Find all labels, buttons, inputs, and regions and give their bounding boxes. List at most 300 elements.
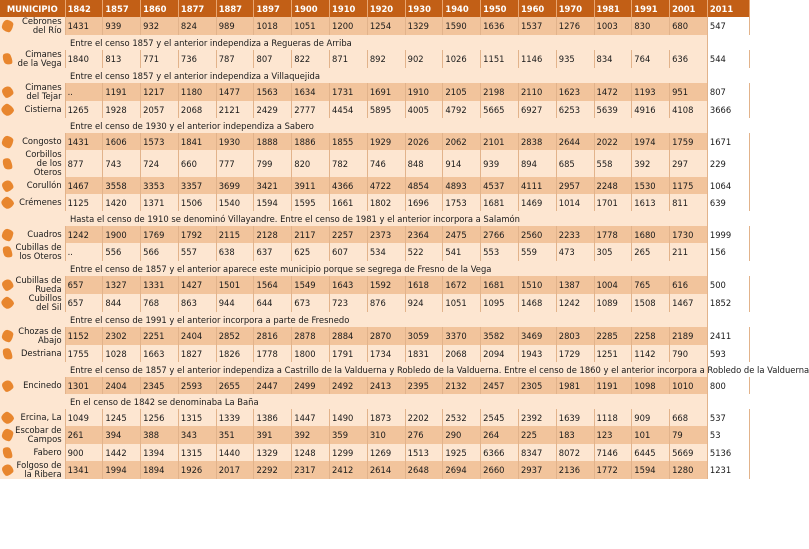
population-value: 1447 (292, 409, 330, 426)
population-value: 2457 (481, 377, 519, 394)
population-value: 2292 (254, 461, 292, 479)
population-value: 822 (292, 50, 330, 68)
population-value: 211 (670, 243, 708, 261)
table-row (0, 345, 750, 362)
population-value: 1910 (405, 83, 443, 101)
municipality-name: Cistierna (24, 104, 62, 114)
municipality-cell (0, 377, 65, 394)
population-value: 1618 (405, 276, 443, 294)
population-value: 2593 (178, 377, 216, 394)
population-value: 1873 (367, 409, 405, 426)
population-value: 2838 (518, 133, 556, 150)
population-value: 1018 (254, 17, 292, 35)
population-value: 2884 (330, 327, 368, 345)
population-value: 1852 (707, 294, 749, 312)
population-value: 1681 (481, 194, 519, 211)
municipality-cell (0, 50, 65, 68)
note-spacer (707, 312, 749, 327)
population-value: 2614 (367, 461, 405, 479)
population-value: 8072 (556, 444, 594, 461)
population-value: 1827 (178, 345, 216, 362)
population-value: 800 (707, 377, 749, 394)
population-value: 1691 (367, 83, 405, 101)
population-value: 559 (518, 243, 556, 261)
population-value: 2017 (216, 461, 254, 479)
population-value: 644 (254, 294, 292, 312)
header-year: 2011 (707, 0, 749, 17)
population-value: 1826 (216, 345, 254, 362)
municipality-name: Cimanes de la Vega (17, 49, 62, 68)
note-row (0, 362, 750, 377)
table-row (0, 150, 750, 177)
population-value: 2373 (367, 226, 405, 243)
population-value: 902 (405, 50, 443, 68)
population-value: 544 (707, 50, 749, 68)
population-value: 944 (216, 294, 254, 312)
population-value: 1888 (254, 133, 292, 150)
table-row (0, 426, 750, 444)
population-value: 723 (330, 294, 368, 312)
population-value: 830 (632, 17, 670, 35)
population-value: 638 (216, 243, 254, 261)
population-value: 3666 (707, 101, 749, 118)
population-value: 2128 (254, 226, 292, 243)
population-value: 811 (670, 194, 708, 211)
population-value: 2694 (443, 461, 481, 479)
population-value: 2475 (443, 226, 481, 243)
population-value: 807 (254, 50, 292, 68)
note-row (0, 261, 750, 276)
population-value: 807 (707, 83, 749, 101)
population-value: 2412 (330, 461, 368, 479)
population-value: 1420 (103, 194, 141, 211)
note-row (0, 35, 750, 50)
municipality-name: Crémenes (19, 197, 62, 207)
municipality-map-icon (0, 378, 15, 393)
municipality-name: Corbillos de los Oteros (25, 149, 62, 177)
table-row (0, 327, 750, 345)
municipality-name: Cimanes del Tejar (25, 82, 62, 101)
note-text: En el censo de 1842 se denominaba La Baña (0, 394, 707, 409)
population-value: 1329 (405, 17, 443, 35)
population-value: 593 (707, 345, 749, 362)
population-value: 639 (707, 194, 749, 211)
municipality-map-icon (1, 135, 14, 149)
population-value: 534 (367, 243, 405, 261)
note-row (0, 68, 750, 83)
population-value: 4916 (632, 101, 670, 118)
population-value: 1672 (443, 276, 481, 294)
population-value: 736 (178, 50, 216, 68)
municipality-map-icon (1, 346, 14, 361)
municipality-map-icon (0, 178, 15, 193)
population-value: 2198 (481, 83, 519, 101)
population-value: 607 (330, 243, 368, 261)
population-value: 771 (141, 50, 179, 68)
population-value: 1681 (481, 276, 519, 294)
population-value: 522 (405, 243, 443, 261)
header-year: 1887 (216, 0, 254, 17)
population-value: 1245 (103, 409, 141, 426)
population-value: 1276 (556, 17, 594, 35)
population-value: 1010 (670, 377, 708, 394)
population-value: 892 (367, 50, 405, 68)
municipality-name: Ercina, La (20, 412, 62, 422)
population-value: 1386 (254, 409, 292, 426)
population-value: 746 (367, 150, 405, 177)
municipality-name: Encinedo (23, 380, 62, 390)
population-value: 2317 (292, 461, 330, 479)
table-row (0, 377, 750, 394)
municipality-map-icon (0, 462, 15, 477)
population-value: 53 (707, 426, 749, 444)
municipality-cell (0, 409, 65, 426)
population-value: 2803 (556, 327, 594, 345)
population-value: 2026 (405, 133, 443, 150)
population-value: 848 (405, 150, 443, 177)
population-value: 4108 (670, 101, 708, 118)
header-year: 1940 (443, 0, 481, 17)
note-row (0, 394, 750, 409)
population-value: 1549 (292, 276, 330, 294)
population-value: 1925 (443, 444, 481, 461)
population-value: 4854 (405, 177, 443, 194)
population-value: 225 (518, 426, 556, 444)
population-value: 1151 (481, 50, 519, 68)
population-value: 1886 (292, 133, 330, 150)
population-value: 2110 (518, 83, 556, 101)
population-value: 183 (556, 426, 594, 444)
note-text: Entre el censo de 1857 y el anterior independiza a Castrillo de la Valduerna y Robledo de la Valduerna. Entre el censo de 1860 y el anterior incorpora a Robledo de la Valduerna (0, 362, 707, 377)
municipality-map-icon (1, 245, 14, 260)
population-value: 1755 (65, 345, 103, 362)
population-value: 834 (594, 50, 632, 68)
population-value: 2777 (292, 101, 330, 118)
population-value: 3558 (103, 177, 141, 194)
population-value: 3370 (443, 327, 481, 345)
population-value: 2870 (367, 327, 405, 345)
municipality-map-icon (1, 445, 14, 460)
header-year: 1842 (65, 0, 103, 17)
population-value: 820 (292, 150, 330, 177)
population-value: 743 (103, 150, 141, 177)
population-value: 2411 (707, 327, 749, 345)
population-value: 1427 (178, 276, 216, 294)
header-year: 2001 (670, 0, 708, 17)
population-value: 351 (216, 426, 254, 444)
header-year: 1920 (367, 0, 405, 17)
population-value: 1339 (216, 409, 254, 426)
population-value: 1242 (65, 226, 103, 243)
population-value: 2499 (292, 377, 330, 394)
municipality-cell (0, 83, 65, 101)
population-value: 1254 (367, 17, 405, 35)
header-year: 1897 (254, 0, 292, 17)
population-value: 1701 (594, 194, 632, 211)
population-value: 4111 (518, 177, 556, 194)
population-value: 2258 (632, 327, 670, 345)
population-value: 2101 (481, 133, 519, 150)
population-value: 1928 (103, 101, 141, 118)
population-value: 2560 (518, 226, 556, 243)
note-spacer (707, 394, 749, 409)
population-value: 6927 (518, 101, 556, 118)
population-value: 2094 (481, 345, 519, 362)
population-value: 1791 (330, 345, 368, 362)
header-municipio: MUNICIPIO (0, 0, 65, 17)
population-value: 2117 (292, 226, 330, 243)
population-value: 2413 (367, 377, 405, 394)
population-value: 777 (216, 150, 254, 177)
population-value: 1469 (518, 194, 556, 211)
population-value: 1265 (65, 101, 103, 118)
population-value: 359 (330, 426, 368, 444)
header-year: 1970 (556, 0, 594, 17)
municipality-cell (0, 426, 65, 444)
population-value: 5136 (707, 444, 749, 461)
population-value: 1994 (103, 461, 141, 479)
population-value: 5639 (594, 101, 632, 118)
note-spacer (707, 68, 749, 83)
population-value: 1894 (141, 461, 179, 479)
municipality-map-icon (0, 84, 15, 99)
population-value: 877 (65, 150, 103, 177)
population-value: 1175 (670, 177, 708, 194)
population-value: 1613 (632, 194, 670, 211)
population-value: 310 (367, 426, 405, 444)
population-value: 1573 (141, 133, 179, 150)
municipality-cell (0, 461, 65, 479)
population-value: 787 (216, 50, 254, 68)
population-value: 1089 (594, 294, 632, 312)
note-spacer (707, 261, 749, 276)
population-value: 673 (292, 294, 330, 312)
population-value: 2492 (330, 377, 368, 394)
population-value: 1217 (141, 83, 179, 101)
table-row (0, 17, 750, 35)
population-value: 3059 (405, 327, 443, 345)
population-value: 1929 (367, 133, 405, 150)
municipality-cell (0, 194, 65, 211)
municipality-name: Destriana (20, 348, 62, 358)
population-value: 3353 (141, 177, 179, 194)
population-value: 2648 (405, 461, 443, 479)
population-value: 1014 (556, 194, 594, 211)
population-value: 1193 (632, 83, 670, 101)
population-value: 1590 (443, 17, 481, 35)
population-value: 1594 (632, 461, 670, 479)
population-value: 765 (632, 276, 670, 294)
population-value: 1315 (178, 444, 216, 461)
table-row (0, 50, 750, 68)
population-value: 2878 (292, 327, 330, 345)
population-value: 1341 (65, 461, 103, 479)
population-value: 2644 (556, 133, 594, 150)
population-value: 1146 (518, 50, 556, 68)
municipality-name: Cubillas de Rueda (15, 275, 62, 294)
population-value: 1394 (141, 444, 179, 461)
population-value: 2660 (481, 461, 519, 479)
population-value: 1231 (707, 461, 749, 479)
population-value: 1623 (556, 83, 594, 101)
header-year: 1900 (292, 0, 330, 17)
population-value: 871 (330, 50, 368, 68)
population-value: 1269 (367, 444, 405, 461)
population-value: 951 (670, 83, 708, 101)
population-value: 1152 (65, 327, 103, 345)
population-value: 1191 (594, 377, 632, 394)
population-value: 1643 (330, 276, 368, 294)
municipality-name: Chozas de Abajo (18, 326, 62, 345)
population-value: 1800 (292, 345, 330, 362)
note-text: Entre el censo 1857 y el anterior independiza a Regueras de Arriba (0, 35, 707, 50)
header-year: 1860 (141, 0, 179, 17)
population-value: 2429 (254, 101, 292, 118)
municipality-cell (0, 243, 65, 261)
population-value: 1431 (65, 17, 103, 35)
population-value: 1831 (405, 345, 443, 362)
population-value: 1592 (367, 276, 405, 294)
population-value: 1759 (670, 133, 708, 150)
population-value: 265 (632, 243, 670, 261)
header-year: 1910 (330, 0, 368, 17)
population-value: 1467 (65, 177, 103, 194)
population-value: 1513 (405, 444, 443, 461)
population-value: 2285 (594, 327, 632, 345)
population-value: 2068 (443, 345, 481, 362)
population-value: 1943 (518, 345, 556, 362)
municipality-cell (0, 17, 65, 35)
population-value: 1981 (556, 377, 594, 394)
header-year: 1877 (178, 0, 216, 17)
population-value: 2345 (141, 377, 179, 394)
note-row (0, 312, 750, 327)
population-value: 1661 (330, 194, 368, 211)
population-value: 2937 (518, 461, 556, 479)
table-row (0, 83, 750, 101)
population-value: 799 (254, 150, 292, 177)
population-value: 657 (65, 294, 103, 312)
population-value: 3582 (481, 327, 519, 345)
population-value: 1442 (103, 444, 141, 461)
population-value: 2233 (556, 226, 594, 243)
population-value: 1490 (330, 409, 368, 426)
population-value: 924 (405, 294, 443, 312)
municipality-name: Folgoso de la Ribera (16, 460, 62, 479)
population-value: 2545 (481, 409, 519, 426)
population-value: 2202 (405, 409, 443, 426)
municipality-name: Fabero (33, 447, 62, 457)
population-value: 2136 (556, 461, 594, 479)
population-value: 637 (254, 243, 292, 261)
population-value: 1510 (518, 276, 556, 294)
population-value: 2404 (103, 377, 141, 394)
population-value: 2022 (594, 133, 632, 150)
population-value: 1506 (178, 194, 216, 211)
population-value: 6253 (556, 101, 594, 118)
municipality-cell (0, 276, 65, 294)
municipality-map-icon (1, 19, 14, 33)
population-value: 2404 (178, 327, 216, 345)
population-value: 1371 (141, 194, 179, 211)
header-year: 1991 (632, 0, 670, 17)
population-value: 1778 (254, 345, 292, 362)
population-value: 1999 (707, 226, 749, 243)
municipality-cell (0, 294, 65, 312)
population-value: 2248 (594, 177, 632, 194)
population-value: 625 (292, 243, 330, 261)
population-value: 1729 (556, 345, 594, 362)
municipality-cell (0, 150, 65, 177)
population-value: 1778 (594, 226, 632, 243)
population-value: 500 (707, 276, 749, 294)
header-year: 1960 (518, 0, 556, 17)
population-value: 1242 (556, 294, 594, 312)
population-value: 276 (405, 426, 443, 444)
population-value: 3421 (254, 177, 292, 194)
population-value: 1564 (254, 276, 292, 294)
population-value: 1387 (556, 276, 594, 294)
population-value: 1900 (103, 226, 141, 243)
note-text: Entre el censo de 1857 y el anterior aparece este municipio porque se segrega de Fresno de la Vega (0, 261, 707, 276)
municipality-map-icon (1, 228, 14, 242)
population-value: 876 (367, 294, 405, 312)
population-value: 1049 (65, 409, 103, 426)
population-value: 2766 (481, 226, 519, 243)
municipality-map-icon (1, 329, 14, 343)
population-value: 1191 (103, 83, 141, 101)
population-value: 156 (707, 243, 749, 261)
population-value: 1855 (330, 133, 368, 150)
population-value: 566 (141, 243, 179, 261)
note-text: Entre el censo de 1991 y el anterior incorpora a parte de Fresnedo (0, 312, 707, 327)
population-value: 1256 (141, 409, 179, 426)
population-value: 4722 (367, 177, 405, 194)
population-value: 2447 (254, 377, 292, 394)
table-row (0, 409, 750, 426)
population-value: 4005 (405, 101, 443, 118)
population-value: 1974 (632, 133, 670, 150)
municipality-name: Escobar de Campos (15, 425, 62, 444)
population-value: 2852 (216, 327, 254, 345)
table-row (0, 226, 750, 243)
population-value: 5895 (367, 101, 405, 118)
population-value: 5665 (481, 101, 519, 118)
population-value: 558 (594, 150, 632, 177)
population-value: 1696 (405, 194, 443, 211)
population-value: 1440 (216, 444, 254, 461)
population-value: 388 (141, 426, 179, 444)
municipality-name: Cuadros (27, 229, 62, 239)
municipality-cell (0, 177, 65, 194)
population-value: 1930 (216, 133, 254, 150)
municipality-map-icon (1, 52, 14, 67)
population-value: 297 (670, 150, 708, 177)
population-value: 1731 (330, 83, 368, 101)
population-value: 541 (443, 243, 481, 261)
population-value: 305 (594, 243, 632, 261)
population-value: 668 (670, 409, 708, 426)
population-value: 768 (141, 294, 179, 312)
population-value: 343 (178, 426, 216, 444)
population-value: 914 (443, 150, 481, 177)
population-value: 391 (254, 426, 292, 444)
population-value: 4366 (330, 177, 368, 194)
population-value: 101 (632, 426, 670, 444)
population-value: 1118 (594, 409, 632, 426)
population-value: 1142 (632, 345, 670, 362)
population-value: 844 (103, 294, 141, 312)
